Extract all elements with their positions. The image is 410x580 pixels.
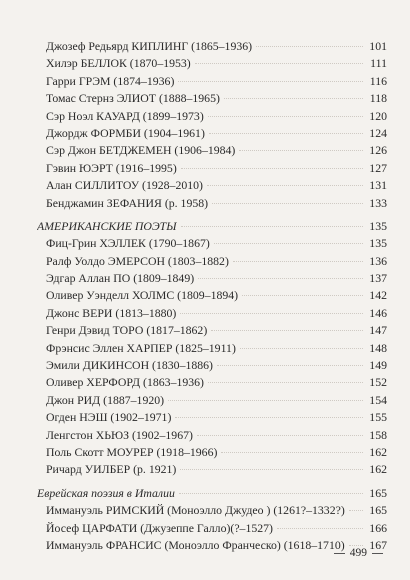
page-number xyxy=(329,547,388,559)
toc-entry xyxy=(37,305,387,322)
entry-page: 116 xyxy=(369,73,387,88)
dot-leader xyxy=(198,278,363,279)
dot-leader xyxy=(209,133,363,134)
entry-page: 167 xyxy=(369,537,387,552)
dot-leader xyxy=(208,382,363,383)
toc-entry xyxy=(37,520,387,537)
entry-page: 142 xyxy=(369,288,387,303)
entry-title: Алан СИЛЛИТОУ (1928–2010) xyxy=(46,178,203,193)
entry-title: Гарри ГРЭМ (1874–1936) xyxy=(46,73,175,88)
entry-page: 120 xyxy=(369,108,387,123)
entry-title: Ленгстон ХЬЮЗ (1902–1967) xyxy=(46,427,193,442)
entry-page: 135 xyxy=(369,236,387,251)
entry-title: Гэвин ЮЭРТ (1916–1995) xyxy=(46,160,177,175)
entry-title: Джордж ФОРМБИ (1904–1961) xyxy=(46,125,205,140)
dot-leader xyxy=(277,528,363,529)
dot-leader xyxy=(180,469,363,470)
entry-page: 162 xyxy=(369,462,387,477)
entry-title: Фрэнсис Эллен ХАРПЕР (1825–1911) xyxy=(46,340,236,355)
toc-entry xyxy=(37,322,387,339)
entry-page: 154 xyxy=(369,392,387,407)
entry-page: 146 xyxy=(369,305,387,320)
section-title: АМЕРИКАНСКИЕ ПОЭТЫ xyxy=(37,218,177,233)
dot-leader xyxy=(221,452,363,453)
folio-dash xyxy=(334,553,345,554)
entry-page: 158 xyxy=(369,427,387,442)
toc-entry xyxy=(37,38,387,55)
entry-title: Эдгар Аллан ПО (1809–1849) xyxy=(46,271,195,286)
section-title: Еврейская поэзия в Италии xyxy=(37,485,175,500)
entry-title: Хилэр БЕЛЛОК (1870–1953) xyxy=(46,56,191,71)
entry-title: Томас Стернз ЭЛИОТ (1888–1965) xyxy=(46,91,220,106)
entry-page: 118 xyxy=(369,91,387,106)
dot-leader xyxy=(168,400,363,401)
dot-leader xyxy=(211,330,363,331)
dot-leader xyxy=(242,295,363,296)
entry-title: Джон РИД (1887–1920) xyxy=(46,392,165,407)
dot-leader xyxy=(212,203,363,204)
entry-page: 137 xyxy=(369,271,387,286)
toc-section-heading xyxy=(37,485,387,502)
toc-entry xyxy=(37,374,387,391)
toc-entry xyxy=(37,409,387,426)
section-page: 165 xyxy=(369,485,387,500)
entry-page: 101 xyxy=(369,39,387,53)
toc-entry xyxy=(37,90,387,107)
entry-page: 162 xyxy=(369,444,387,459)
toc-entry xyxy=(37,502,387,519)
dot-leader xyxy=(180,313,363,314)
dot-leader xyxy=(179,493,363,494)
toc-entry xyxy=(37,235,387,252)
toc-entry xyxy=(37,357,387,374)
toc-entry xyxy=(37,142,387,159)
dot-leader xyxy=(240,348,363,349)
dot-leader xyxy=(208,116,363,117)
entry-title: Иммануэль ФРАНСИС (Моноэлло Франческо) (1618–1710) xyxy=(46,537,345,552)
entry-title: Оливер Уэнделл ХОЛМС (1809–1894) xyxy=(46,288,239,303)
dot-leader xyxy=(217,365,363,366)
entry-title: Иммануэль РИМСКИЙ (Моноэлло Джудео ) (1261?–1332?) xyxy=(46,503,345,518)
dot-leader xyxy=(214,243,363,244)
entry-title: Эмили ДИКИНСОН (1830–1886) xyxy=(46,358,213,373)
entry-title: Огден НЭШ (1902–1971) xyxy=(46,410,172,425)
entry-page: 165 xyxy=(369,503,387,518)
toc-entry xyxy=(37,287,387,304)
dot-leader xyxy=(181,168,363,169)
dot-leader xyxy=(349,510,363,511)
entry-page: 136 xyxy=(369,253,387,268)
toc-entry xyxy=(37,392,387,409)
entry-page: 126 xyxy=(369,143,387,158)
toc-entry xyxy=(37,108,387,125)
toc-entry xyxy=(37,253,387,270)
entry-page: 124 xyxy=(369,125,387,140)
toc-entry xyxy=(37,73,387,90)
toc-entry xyxy=(37,427,387,444)
entry-title: Ралф Уолдо ЭМЕРСОН (1803–1882) xyxy=(46,253,229,268)
entry-page: 149 xyxy=(369,358,387,373)
entry-title: Бенджамин ЗЕФАНИЯ (р. 1958) xyxy=(46,195,209,210)
entry-title: Йосеф ЦАРФАТИ (Джузеппе Галло)(?–1527) xyxy=(46,520,273,535)
entry-page: 166 xyxy=(369,520,387,535)
toc-entry xyxy=(37,125,387,142)
section-page: 135 xyxy=(369,218,387,233)
page-number-text: 499 xyxy=(349,547,367,559)
dot-leader xyxy=(349,545,363,546)
toc-entry xyxy=(37,195,387,212)
dot-leader xyxy=(239,150,363,151)
dot-leader xyxy=(178,81,363,82)
entry-title: Сэр Джон БЕТДЖЕМЕН (1906–1984) xyxy=(46,143,236,158)
entry-title: Фиц-Грин ХЭЛЛЕК (1790–1867) xyxy=(46,236,210,251)
entry-page: 127 xyxy=(369,160,387,175)
toc-entry xyxy=(37,55,387,72)
entry-page: 131 xyxy=(369,178,387,193)
entry-title: Поль Скотт МОУРЕР (1918–1966) xyxy=(46,444,218,459)
entry-title: Оливер ХЕРФОРД (1863–1936) xyxy=(46,375,204,390)
toc-entry xyxy=(37,461,387,478)
entry-title: Джозеф Редьярд КИПЛИНГ (1865–1936) xyxy=(46,39,253,53)
entry-title: Генри Дэвид ТОРО (1817–1862) xyxy=(46,323,208,338)
entry-page: 148 xyxy=(369,340,387,355)
entry-title: Ричард УИЛБЕР (р. 1921) xyxy=(46,462,177,477)
dot-leader xyxy=(175,417,363,418)
toc-entry xyxy=(37,270,387,287)
dot-leader xyxy=(233,261,363,262)
dot-leader xyxy=(224,98,363,99)
toc-entry xyxy=(37,177,387,194)
dot-leader xyxy=(181,226,363,227)
toc-entry xyxy=(37,340,387,357)
toc-section-heading xyxy=(37,218,387,235)
entry-page: 133 xyxy=(369,195,387,210)
toc-entry xyxy=(37,444,387,461)
entry-title: Сэр Ноэл КАУАРД (1899–1973) xyxy=(46,108,204,123)
dot-leader xyxy=(207,185,363,186)
dot-leader xyxy=(256,46,363,47)
toc-entry xyxy=(37,160,387,177)
entry-page: 155 xyxy=(369,410,387,425)
dot-leader xyxy=(197,435,363,436)
entry-title: Джонс ВЕРИ (1813–1880) xyxy=(46,305,177,320)
dot-leader xyxy=(195,63,363,64)
folio-dash xyxy=(372,553,383,554)
table-of-contents xyxy=(37,38,387,554)
entry-page: 147 xyxy=(369,323,387,338)
entry-page: 152 xyxy=(369,375,387,390)
entry-page: 111 xyxy=(370,56,387,71)
